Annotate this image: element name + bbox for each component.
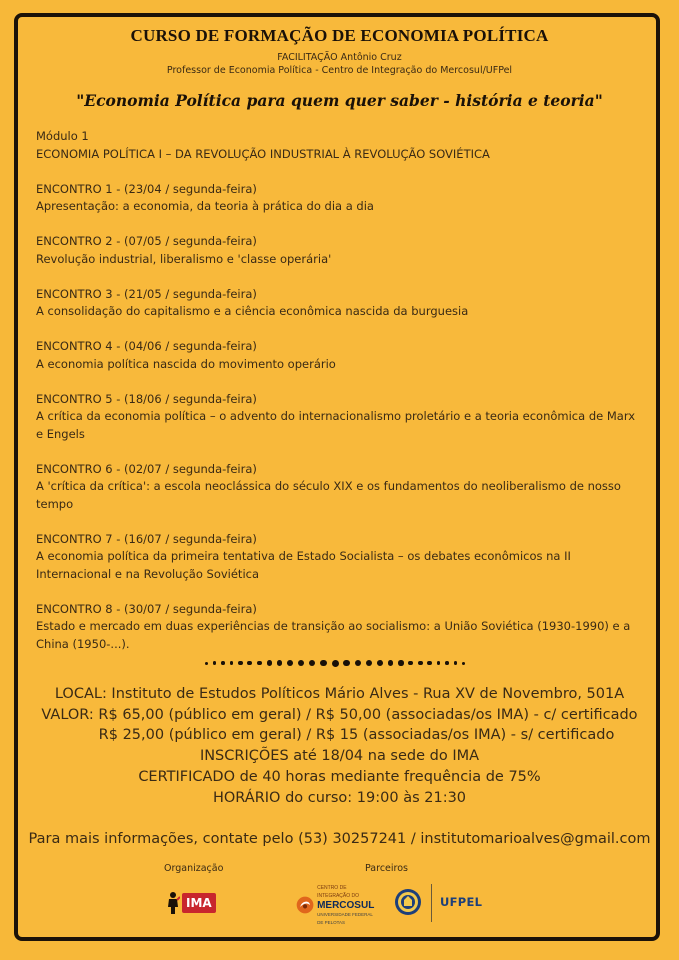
university-seal-icon: [394, 888, 422, 916]
ima-logo-text: IMA: [182, 893, 216, 913]
logo-divider: [431, 884, 432, 922]
divider-dot: [398, 660, 403, 665]
ufpel-logo: UFPEL: [440, 895, 483, 909]
divider-dot: [205, 662, 208, 665]
encounter-header: ENCONTRO 7 - (16/07 / segunda-feira): [36, 531, 257, 546]
parceiros-label: Parceiros: [365, 863, 408, 874]
contact-line: Para mais informações, contate pelo (53) 30257241 / institutomarioalves@gmail.com: [28, 831, 651, 847]
encounter-header: ENCONTRO 5 - (18/06 / segunda-feira): [36, 391, 257, 406]
encounter-header: ENCONTRO 3 - (21/05 / segunda-feira): [36, 286, 257, 301]
mercosul-bottom-text: UNIVERSIDADE FEDERAL DE PELOTAS: [317, 911, 373, 925]
encounter-header: ENCONTRO 8 - (30/07 / segunda-feira): [36, 601, 257, 616]
encounter-topic: A economia política nascida do movimento operário: [36, 356, 336, 371]
professor-line: Professor de Economia Política - Centro de Integração do Mercosul/UFPel: [166, 65, 513, 76]
encounter-header: ENCONTRO 4 - (04/06 / segunda-feira): [36, 339, 257, 353]
course-info: [0, 684, 679, 808]
divider-dot: [221, 661, 225, 665]
encounter-item: [36, 338, 642, 373]
mercosul-name-text: MERCOSUL: [317, 899, 375, 911]
divider-dot: [277, 660, 283, 666]
divider-dot: [238, 661, 242, 665]
divider-dot: [427, 661, 431, 665]
divider-dot: [454, 661, 457, 664]
encounter-item: [36, 461, 642, 514]
facilitation-line: FACILITAÇÃO Antônio Cruz: [277, 52, 402, 63]
ima-figure-icon: [166, 891, 180, 915]
encounter-topic: Estado e mercado em duas experiências de transição ao socialismo: a União Soviética (1930-1990) e a China (1950-...).: [36, 619, 631, 651]
divider-dot: [309, 660, 315, 666]
encounter-item: [36, 181, 642, 216]
info-local: LOCAL: Instituto de Estudos Políticos Mário Alves - Rua XV de Novembro, 501A: [54, 686, 625, 702]
program-list: [36, 128, 642, 671]
organizacao-label: Organização: [164, 863, 224, 874]
mercosul-text: [317, 884, 376, 927]
divider-dot: [213, 661, 216, 664]
page-title: CURSO DE FORMAÇÃO DE ECONOMIA POLÍTICA: [130, 26, 549, 45]
encounter-item: [36, 601, 642, 654]
divider-dot: [267, 660, 272, 665]
encounter-topic: A crítica da economia política – o advento do internacionalismo proletário e a teoria econômica de Marx e Engels: [36, 409, 636, 441]
divider-dot: [418, 661, 423, 666]
divider-dot: [437, 661, 441, 665]
encounter-topic: Apresentação: a economia, da teoria à prática do dia a dia: [36, 199, 374, 213]
encounter-header: ENCONTRO 6 - (02/07 / segunda-feira): [36, 461, 257, 476]
module-title: ECONOMIA POLÍTICA I – DA REVOLUÇÃO INDUSTRIAL À REVOLUÇÃO SOVIÉTICA: [36, 146, 490, 161]
encounter-header: ENCONTRO 1 - (23/04 / segunda-feira): [36, 181, 257, 196]
divider-dot: [332, 660, 339, 667]
encounter-topic: A 'crítica da crítica': a escola neoclássica do século XIX e os fundamentos do neoliberalismo de nosso tempo: [36, 479, 621, 511]
divider-dot: [462, 662, 465, 665]
module-label: Módulo 1: [36, 129, 89, 143]
divider-dot: [377, 660, 383, 666]
divider-dot: [343, 660, 350, 667]
info-valor: VALOR: R$ 65,00 (público em geral) / R$ 50,00 (associadas/os IMA) - c/ certificado: [41, 706, 638, 723]
divider-dot: [257, 661, 262, 666]
encounter-item: [36, 531, 642, 584]
course-quote: "Economia Política para quem quer saber - história e teoria": [76, 91, 603, 110]
encounter-topic: A economia política da primeira tentativa de Estado Socialista – os debates econômicos na II Internacional e na Revolução Soviética: [36, 549, 571, 581]
ima-logo: [166, 890, 222, 916]
mercosul-top-text: CENTRO DE INTEGRAÇÃO DO: [317, 884, 360, 899]
divider-dot: [408, 661, 413, 666]
info-horario: HORÁRIO do curso: 19:00 às 21:30: [212, 789, 467, 806]
mercosul-swirl-icon: [296, 892, 314, 918]
info-certificado: CERTIFICADO de 40 horas mediante frequência de 75%: [138, 768, 541, 785]
encounter-item: [36, 233, 642, 268]
info-inscricoes: INSCRIÇÕES até 18/04 na sede do IMA: [199, 748, 480, 765]
divider-dot: [320, 660, 327, 667]
dot-divider: [205, 658, 465, 668]
divider-dot: [388, 660, 394, 666]
module-block: [36, 128, 642, 163]
divider-dot: [230, 661, 234, 665]
divider-dot: [366, 660, 372, 666]
divider-dot: [298, 660, 304, 666]
encounter-item: [36, 391, 642, 444]
divider-dot: [287, 660, 293, 666]
encounter-item: [36, 286, 642, 321]
encounter-topic: A consolidação do capitalismo e a ciência econômica nascida da burguesia: [36, 304, 469, 318]
divider-dot: [247, 661, 252, 666]
mercosul-logo: [296, 884, 376, 925]
divider-dot: [445, 661, 449, 665]
divider-dot: [355, 660, 361, 666]
info-valor-2: R$ 25,00 (público em geral) / R$ 15 (associadas/os IMA) - s/ certificado: [98, 727, 615, 744]
encounter-topic: Revolução industrial, liberalismo e 'classe operária': [36, 251, 332, 266]
encounter-header: ENCONTRO 2 - (07/05 / segunda-feira): [36, 234, 257, 248]
